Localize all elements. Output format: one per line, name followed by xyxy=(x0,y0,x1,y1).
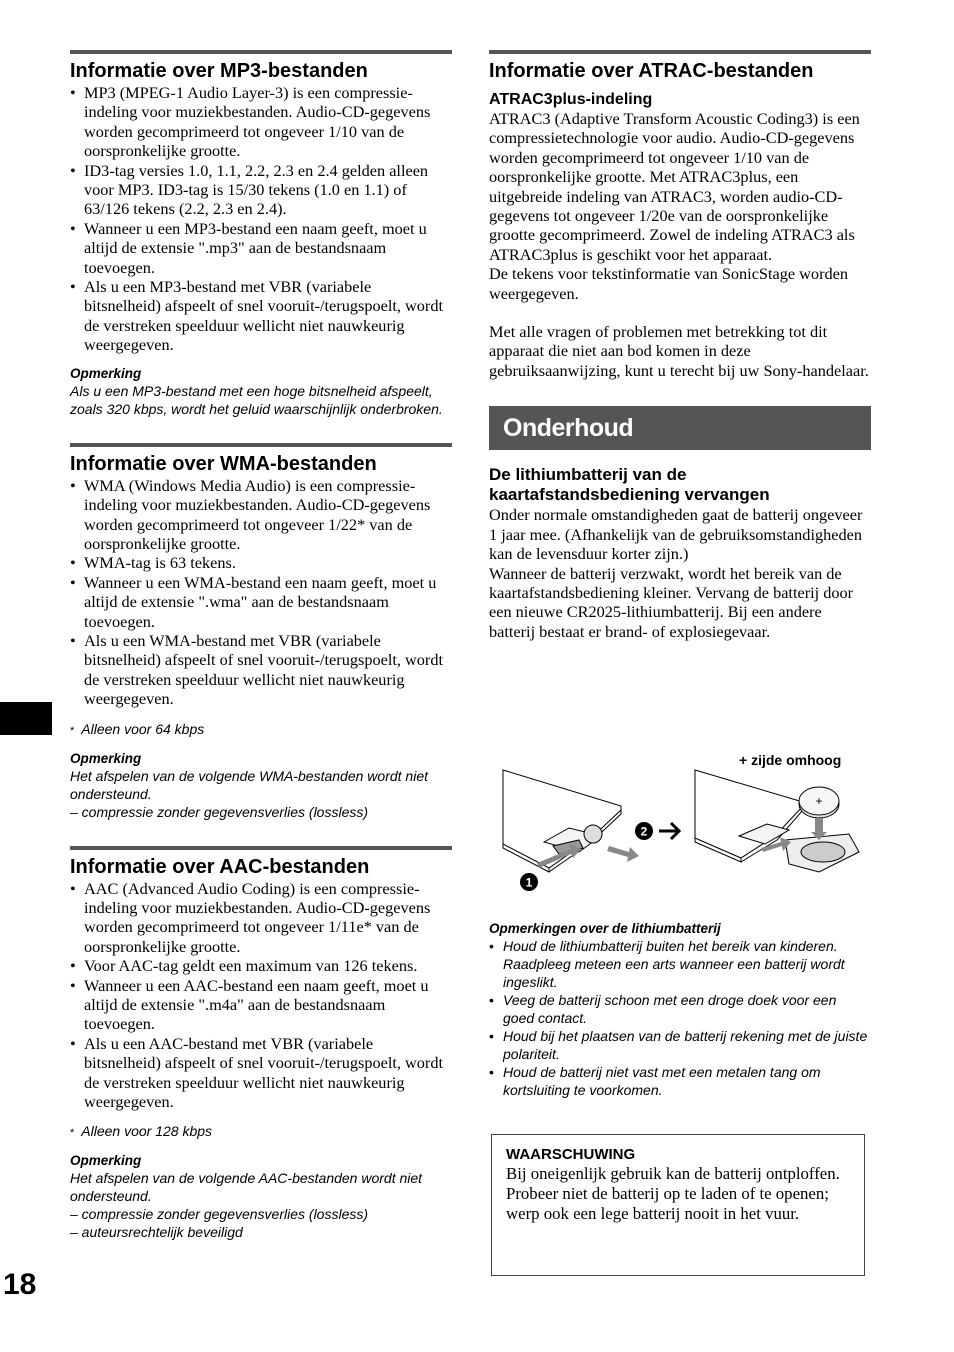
warning-text: Probeer niet de batterij op te laden of te openen; werp ook een lege batterij nooit in het vuur. xyxy=(506,1184,829,1223)
battery-notes-title: Opmerkingen over de lithiumbatterij xyxy=(489,921,721,936)
wma-note-item: – compressie zonder gegevensverlies (lossless) xyxy=(70,803,369,820)
warning-box xyxy=(491,1134,865,1276)
battery-notes xyxy=(489,920,871,1099)
coin-battery xyxy=(799,787,839,818)
wma-heading: Informatie over WMA-bestanden xyxy=(70,443,452,475)
svg-text:+: + xyxy=(815,794,823,808)
battery-paragraph: Onder normale omstandigheden gaat de batterij ongeveer 1 jaar mee. (Afhankelijk van de gebruiksomstandigheden kan de levensduur korter zijn.) xyxy=(489,505,863,564)
list-item: • Als u een WMA-bestand met VBR (variabele bitsnelheid) afspeelt of snel vooruit-/terugspoelt, wordt de verstreken speelduur wellicht niet nauwkeurig weergegeven. xyxy=(70,631,452,709)
mp3-heading: Informatie over MP3-bestanden xyxy=(70,50,452,82)
wma-section xyxy=(70,443,452,821)
aac-bullets xyxy=(70,879,452,1112)
atrac-subheading: ATRAC3plus-indeling xyxy=(489,91,653,108)
atrac-paragraph: ATRAC3 (Adaptive Transform Acoustic Coding3) is een compressietechnologie voor audio. Audio-CD-gegevens worden gecomprimeerd tot ongeveer 1/10 van de oorspronkelijke grootte. Met ATRAC3plus, een uitgebreide indeling van ATRAC3, worden audio-CD-gegevens tot ongeveer 1/20e van de oorspronkelijke grootte gecomprimeerd. Zowel de indeling ATRAC3 als ATRAC3plus is geschikt voor het apparaat. xyxy=(489,109,860,264)
battery-paragraph: Wanneer de batterij verzwakt, wordt het bereik van de kaartafstandsbediening kleiner. Vervang de batterij door een nieuwe CR2025-lithiumbatterij. Bij een andere batterij bestaat er brand- of explosiegevaar. xyxy=(489,563,854,641)
list-item: • Houd bij het plaatsen van de batterij rekening met de juiste polariteit. xyxy=(489,1027,871,1063)
list-item: • ID3-tag versies 1.0, 1.1, 2.2, 2.3 en 2.4 gelden alleen voor MP3. ID3-tag is 15/30 tekens (1.0 en 1.1) of 63/126 tekens (2.2, 2.3 en 2.4). xyxy=(70,161,452,219)
list-item: • Voor AAC-tag geldt een maximum van 126 tekens. xyxy=(70,956,452,975)
arrow-2 xyxy=(607,846,639,862)
battery-tray xyxy=(785,834,859,872)
onderhoud-banner: Onderhoud xyxy=(489,406,871,450)
list-item: • Wanneer u een AAC-bestand een naam geeft, moet u altijd de extensie ".m4a" aan de bestandsnaam toevoegen. xyxy=(70,976,452,1034)
wma-bullets xyxy=(70,476,452,709)
list-item: • Wanneer u een MP3-bestand een naam geeft, moet u altijd de extensie ".mp3" aan de bestandsnaam toevoegen. xyxy=(70,219,452,277)
list-item: • AAC (Advanced Audio Coding) is een compressie-indeling voor muziekbestanden. Audio-CD-gegevens worden gecomprimeerd tot ongeveer 1/11e* van de oorspronkelijke grootte. xyxy=(70,879,452,957)
aac-heading: Informatie over AAC-bestanden xyxy=(70,846,452,878)
footnote-mark: * xyxy=(70,1127,75,1140)
battery-diagram xyxy=(489,748,871,898)
battery-notes-list xyxy=(489,937,871,1099)
aac-note-text: Het afspelen van de volgende AAC-bestanden wordt niet ondersteund. xyxy=(70,1170,423,1205)
list-item: • Wanneer u een WMA-bestand een naam geeft, moet u altijd de extensie ".wma" aan de bestandsnaam toevoegen. xyxy=(70,573,452,631)
plus-side-up-label: + zijde omhoog xyxy=(739,752,842,768)
wma-note-title: Opmerking xyxy=(70,750,142,766)
battery-replacement-figure xyxy=(489,748,871,898)
chapter-tab xyxy=(0,702,52,735)
left-column xyxy=(70,50,452,1241)
list-item: • WMA (Windows Media Audio) is een compressie-indeling voor muziekbestanden. Audio-CD-gegevens worden gecomprimeerd tot ongeveer 1/22* van de oorspronkelijke grootte. xyxy=(70,476,452,554)
atrac-heading: Informatie over ATRAC-bestanden xyxy=(489,50,871,82)
list-item: • WMA-tag is 63 tekens. xyxy=(70,553,452,572)
wma-note-text: Het afspelen van de volgende WMA-bestanden wordt niet ondersteund. xyxy=(70,767,428,802)
step-2-label: 2 xyxy=(640,824,648,839)
list-item: • Houd de lithiumbatterij buiten het bereik van kinderen. Raadpleeg meteen een arts wanneer een batterij wordt ingeslikt. xyxy=(489,937,871,991)
step-1-label: 1 xyxy=(525,875,533,890)
page-number: 18 xyxy=(3,1268,37,1301)
battery-heading: De lithiumbatterij van de kaartafstandsbediening vervangen xyxy=(489,465,770,505)
arrow-right-icon xyxy=(659,823,679,839)
atrac-paragraph: Met alle vragen of problemen met betrekking tot dit apparaat die niet aan bod komen in deze gebruiksaanwijzing, kunt u terecht bij uw Sony-handelaar. xyxy=(489,322,869,380)
list-item: • Veeg de batterij schoon met een droge doek voor een goed contact. xyxy=(489,991,871,1027)
footnote-mark: * xyxy=(70,724,75,737)
aac-note-item: – auteursrechtelijk beveiligd xyxy=(70,1224,243,1241)
mp3-note-text: Als u een MP3-bestand met een hoge bitsnelheid afspeelt, zoals 320 kbps, wordt het geluid waarschijnlijk onderbroken. xyxy=(70,382,443,417)
aac-footnote xyxy=(70,1122,452,1142)
wma-footnote xyxy=(70,720,452,740)
battery-section xyxy=(489,465,871,641)
aac-note-title: Opmerking xyxy=(70,1153,142,1169)
list-item: • Als u een MP3-bestand met VBR (variabele bitsnelheid) afspeelt of snel vooruit-/terugspoelt, wordt de verstreken speelduur wellicht niet nauwkeurig weergegeven. xyxy=(70,277,452,355)
list-item: • Houd de batterij niet vast met een metalen tang om kortsluiting te voorkomen. xyxy=(489,1063,871,1099)
list-item: • MP3 (MPEG-1 Audio Layer-3) is een compressie-indeling voor muziekbestanden. Audio-CD-gegevens worden gecomprimeerd tot ongeveer 1/10 van de oorspronkelijke grootte. xyxy=(70,83,452,161)
aac-section xyxy=(70,846,452,1242)
aac-note-item: – compressie zonder gegevensverlies (lossless) xyxy=(70,1206,369,1223)
footnote-text: Alleen voor 128 kbps xyxy=(81,1123,213,1140)
warning-text: Bij oneigenlijk gebruik kan de batterij ontploffen. xyxy=(506,1164,840,1183)
atrac-section xyxy=(489,50,871,380)
footnote-text: Alleen voor 64 kbps xyxy=(81,720,205,737)
mp3-note-title: Opmerking xyxy=(70,365,142,381)
warning-title: WAARSCHUWING xyxy=(506,1146,636,1163)
mp3-section xyxy=(70,50,452,418)
right-column xyxy=(489,50,871,641)
atrac-paragraph: De tekens voor tekstinformatie van SonicStage worden weergegeven. xyxy=(489,264,848,303)
mp3-bullets xyxy=(70,83,452,355)
list-item: • Als u een AAC-bestand met VBR (variabele bitsnelheid) afspeelt of snel vooruit-/terugspoelt, wordt de verstreken speelduur wellicht niet nauwkeurig weergegeven. xyxy=(70,1034,452,1112)
